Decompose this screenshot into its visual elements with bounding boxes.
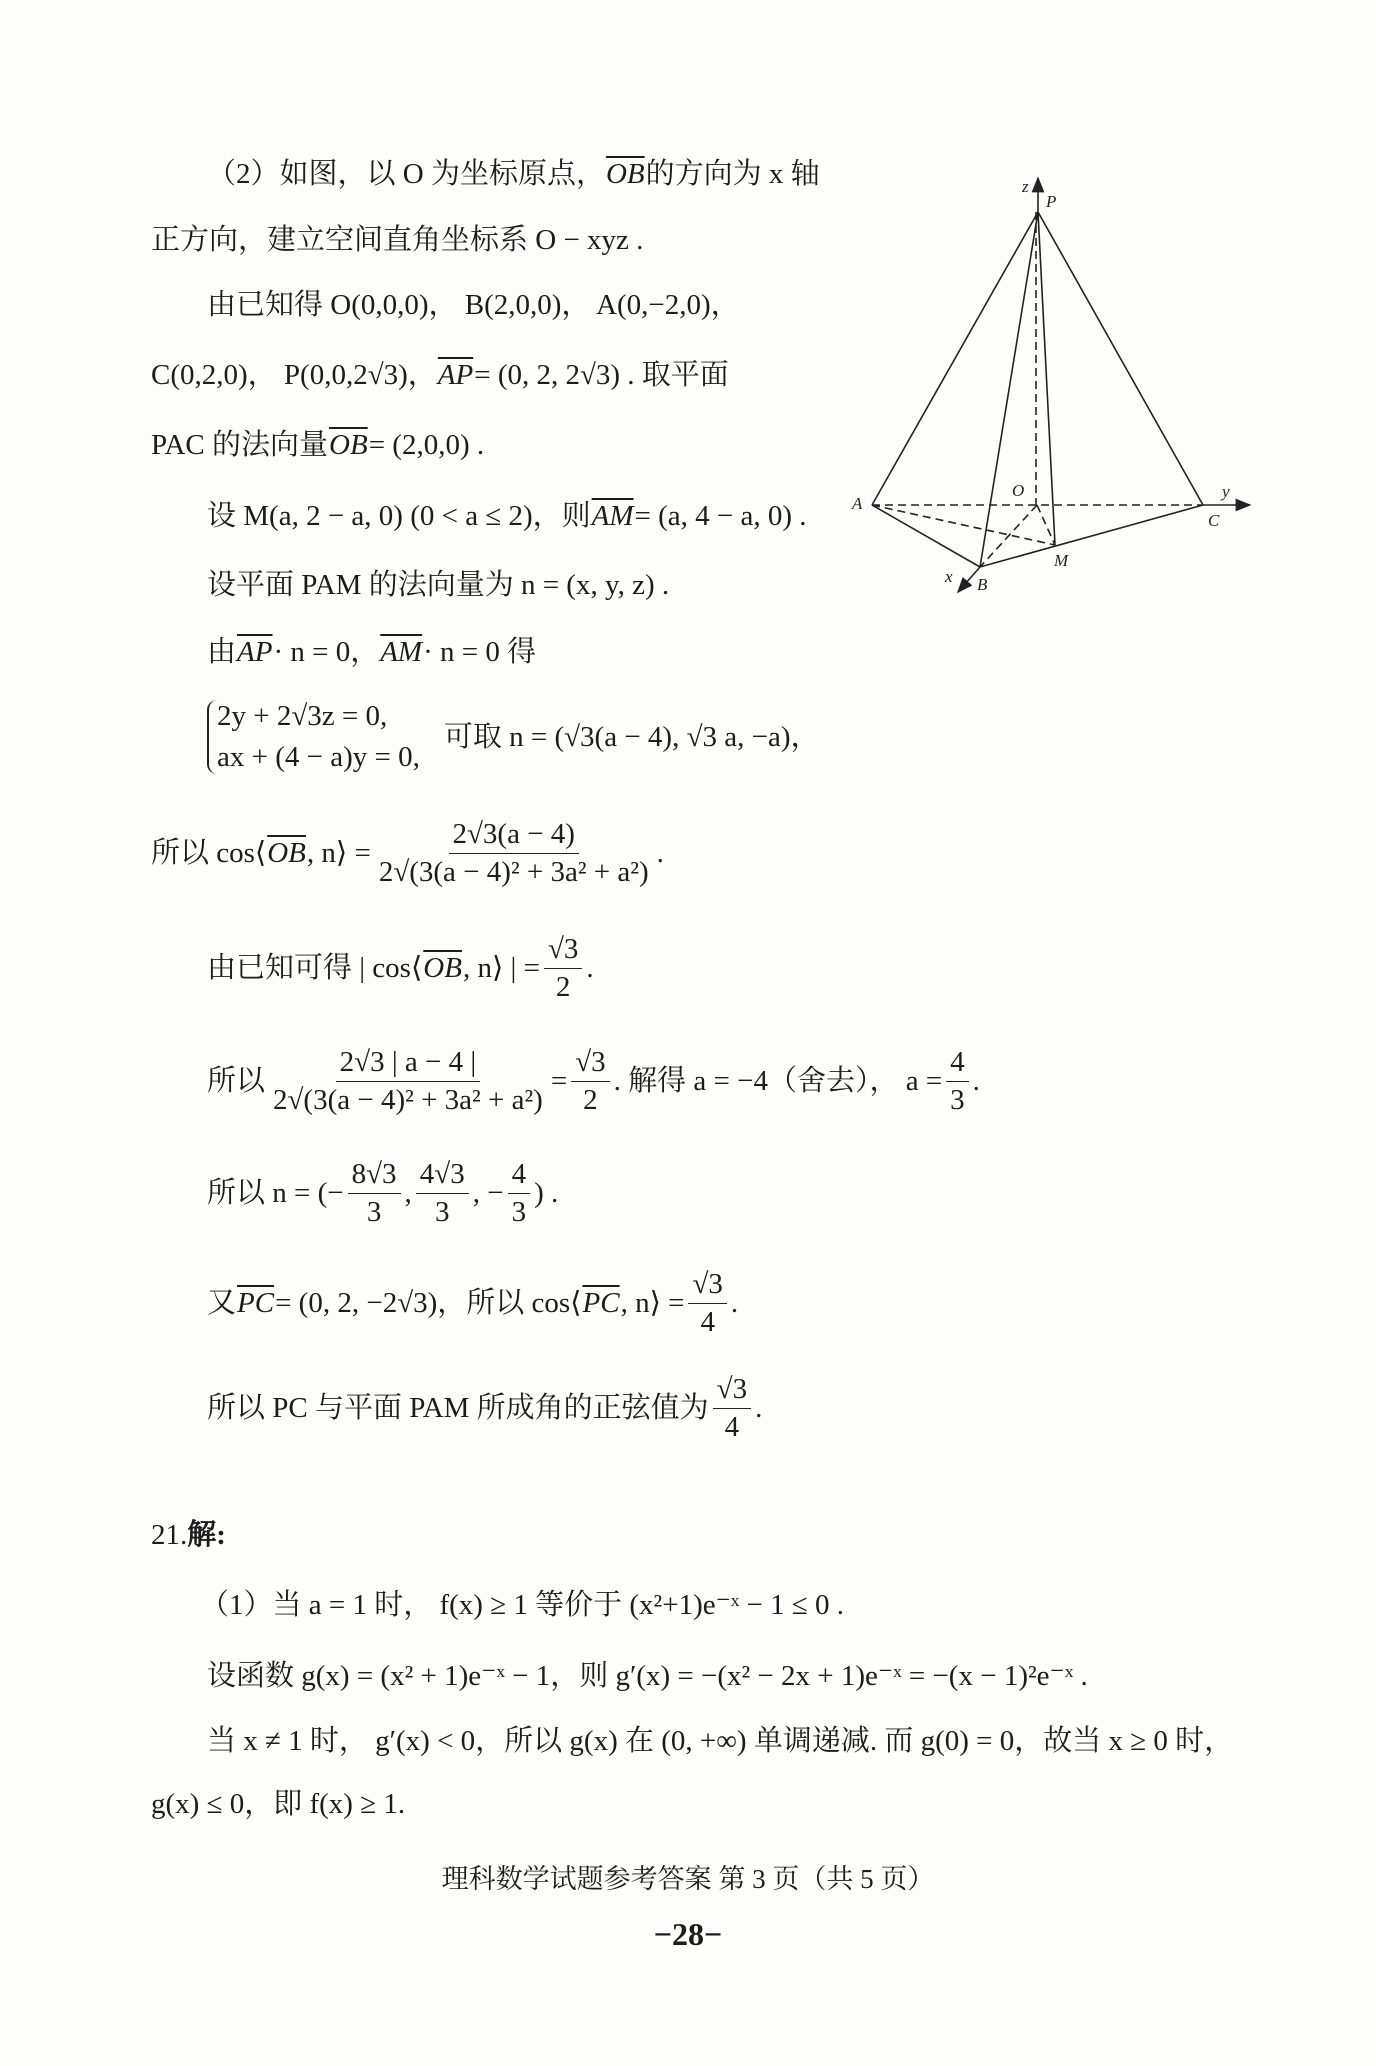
numerator: 4 [946,1048,969,1082]
text: ) . [534,1177,559,1209]
footer-caption: 理科数学试题参考答案 第 3 页（共 5 页） [441,1864,935,1894]
numerator: √3 [571,1048,609,1082]
text: . [730,1287,739,1319]
text: 设平面 PAM 的法向量为 n = (x, y, z) . [207,569,670,601]
text: . [755,1392,763,1424]
text: 当 x ≠ 1 时， g′(x) < 0，所以 g(x) 在 (0, +∞) 单调递减. 而 g(0) = 0，故当 x ≥ 0 时， [207,1725,1234,1757]
text: 由已知得 O(0,0,0)， B(2,0,0)， A(0,−2,0)， [207,289,740,321]
text: PAC 的法向量 [151,429,329,461]
text: 又 [207,1287,237,1319]
page-number: −28− [653,1916,723,1952]
text: 可取 n = (√3(a − 4), √3 a, −a)， [443,720,820,753]
text: 设 M(a, 2 − a, 0) (0 < a ≤ 2)，则 [207,500,591,532]
vector-pc: $\overline{PC}$ [582,1287,620,1319]
label-y: y [1222,482,1230,501]
denominator: 3 [511,1196,527,1228]
text: , − [472,1177,504,1209]
label-m: M [1054,551,1069,570]
text: 所以 [207,1065,266,1097]
text: 正方向，建立空间直角坐标系 O − xyz . [151,224,644,256]
label-b: B [977,575,988,594]
numerator: 4 [508,1160,531,1194]
vector-am: $\overline{AM}$ [591,500,634,532]
vector-am: $\overline{AM}$ [380,636,423,668]
text: . [972,1065,980,1097]
numerator: 2√3(a − 4) [449,820,579,854]
text: 所以 cos⟨ [151,837,267,869]
vector-ap: $\overline{AP}$ [237,636,273,668]
vector-pc: $\overline{PC}$ [237,1287,275,1319]
equation: ax + (4 − a)y = 0, [217,741,420,773]
denominator: 3 [950,1084,965,1116]
denominator: 3 [435,1196,450,1228]
vector-ap: $\overline{AP}$ [437,359,474,391]
text: , n⟩ = [620,1287,685,1319]
edge-ab [872,505,980,567]
vector-ob: $\overline{OB}$ [605,158,645,190]
label-a: A [852,494,863,513]
denominator: 2√(3(a − 4)² + 3a² + a²) [378,856,649,888]
edge-pm [1038,212,1055,545]
numerator: 8√3 [348,1160,401,1194]
denominator: 3 [366,1196,382,1228]
text: · n = 0 得 [423,636,537,668]
label-o: O [1012,481,1025,500]
vector-ob: $\overline{OB}$ [267,837,306,869]
text: . [586,952,594,984]
denominator: 2 [583,1084,598,1116]
text: , n⟩ = [306,837,371,869]
text: = (0, 2, 2√3) . 取平面 [474,359,729,391]
edge-pa [872,212,1038,505]
denominator: 2 [555,971,571,1003]
text: 所以 n = (− [207,1177,344,1209]
numerator: 4√3 [416,1160,469,1194]
text: C(0,2,0)， P(0,0,2√3)， [151,359,437,391]
text: = (2,0,0) . [368,429,485,461]
denominator: 2√(3(a − 4)² + 3a² + a²) [273,1084,543,1116]
numerator: √3 [713,1375,751,1409]
label-z: z [1022,177,1029,196]
text: （1）当 a = 1 时， f(x) ≥ 1 等价于 (x²+1)e⁻ˣ − 1 ≤ 0 . [200,1589,845,1621]
text: = (0, 2, −2√3)，所以 cos⟨ [275,1287,582,1319]
label-p: P [1046,192,1057,211]
text: , n⟩ | = [462,952,540,984]
question-number: 21. [151,1519,188,1551]
numerator: √3 [544,935,582,969]
edge-pc [1038,212,1203,505]
denominator: 4 [724,1411,740,1443]
text: . [656,837,664,869]
vector-ob: $\overline{OB}$ [329,429,368,461]
text: , [404,1177,412,1209]
numerator: √3 [688,1270,726,1304]
label-c: C [1208,511,1220,530]
text: 的方向为 x 轴 [645,158,820,190]
denominator: 4 [700,1306,715,1338]
text: g(x) ≤ 0，即 f(x) ≥ 1. [151,1788,406,1820]
equation: 2y + 2√3z = 0, [217,700,388,732]
edge-pb [980,212,1038,567]
text: = [550,1065,568,1097]
label-x: x [945,567,953,586]
numerator: 2√3 | a − 4 | [336,1048,481,1082]
text: 由已知可得 | cos⟨ [207,952,423,984]
text: 所以 PC 与平面 PAM 所成角的正弦值为 [207,1392,709,1424]
text: 设函数 g(x) = (x² + 1)e⁻ˣ − 1，则 g′(x) = −(x² − 2x + 1)e⁻ˣ = −(x − 1)²e⁻ˣ . [207,1660,1088,1692]
text: · n = 0， [273,636,380,668]
dashed-am [872,505,1055,545]
text: （2）如图，以 O 为坐标原点， [207,158,605,190]
text: = (a, 4 − a, 0) . [634,500,807,532]
text: 由 [207,636,237,668]
text: . 解得 a = −4（舍去）， a = [613,1065,943,1097]
solution-label: 解: [187,1519,226,1551]
vector-ob: $\overline{OB}$ [423,952,462,984]
dashed-om [1037,505,1055,545]
